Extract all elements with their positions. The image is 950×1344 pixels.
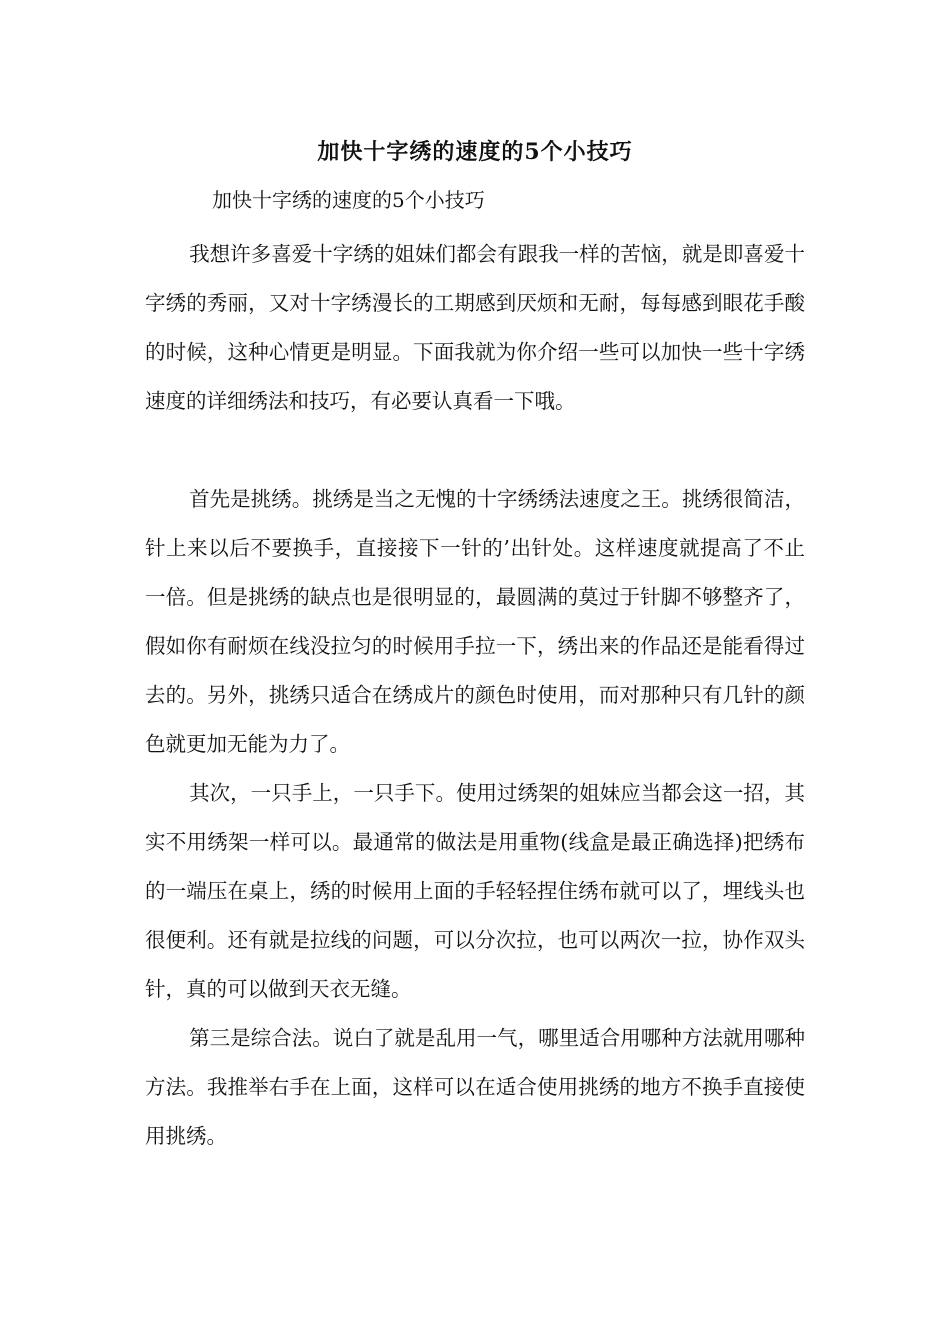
paragraph-tip-3: 第三是综合法。说白了就是乱用一气，哪里适合用哪种方法就用哪种方法。我推举右手在上面，这样可以在适合使用挑绣的地方不换手直接使用挑绣。 <box>145 1026 805 1148</box>
paragraph-tip-2: 其次，一只手上，一只手下。使用过绣架的姐妹应当都会这一招，其实不用绣架一样可以。最通常的做法是用重物(线盒是最正确选择)把绣布的一端压在桌上，绣的时候用上面的手轻轻捏住绣布就可以了，埋线头也很便利。还有就是拉线的问题，可以分次拉，也可以两次一拉，协作双头针，真的可以做到天衣无缝。 <box>145 781 805 1001</box>
document-body <box>145 230 805 1161</box>
document-title: 加快十字绣的速度的5个小技巧 <box>317 139 633 165</box>
paragraph-spacer <box>145 426 805 475</box>
document-subtitle: 加快十字绣的速度的5个小技巧 <box>212 188 485 212</box>
paragraph-intro: 我想许多喜爱十字绣的姐妹们都会有跟我一样的苦恼，就是即喜爱十字绣的秀丽，又对十字绣漫长的工期感到厌烦和无耐，每每感到眼花手酸的时候，这种心情更是明显。下面我就为你介绍一些可以加快一些十字绣速度的详细绣法和技巧，有必要认真看一下哦。 <box>145 242 805 413</box>
paragraph-tip-1: 首先是挑绣。挑绣是当之无愧的十字绣绣法速度之王。挑绣很简洁，针上来以后不要换手，直接接下一针的’出针处。这样速度就提高了不止一倍。但是挑绣的缺点也是很明显的，最圆满的莫过于针脚不够整齐了，假如你有耐烦在线没拉匀的时候用手拉一下，绣出来的作品还是能看得过去的。另外，挑绣只适合在绣成片的颜色时使用，而对那种只有几针的颜色就更加无能为力了。 <box>145 487 805 756</box>
